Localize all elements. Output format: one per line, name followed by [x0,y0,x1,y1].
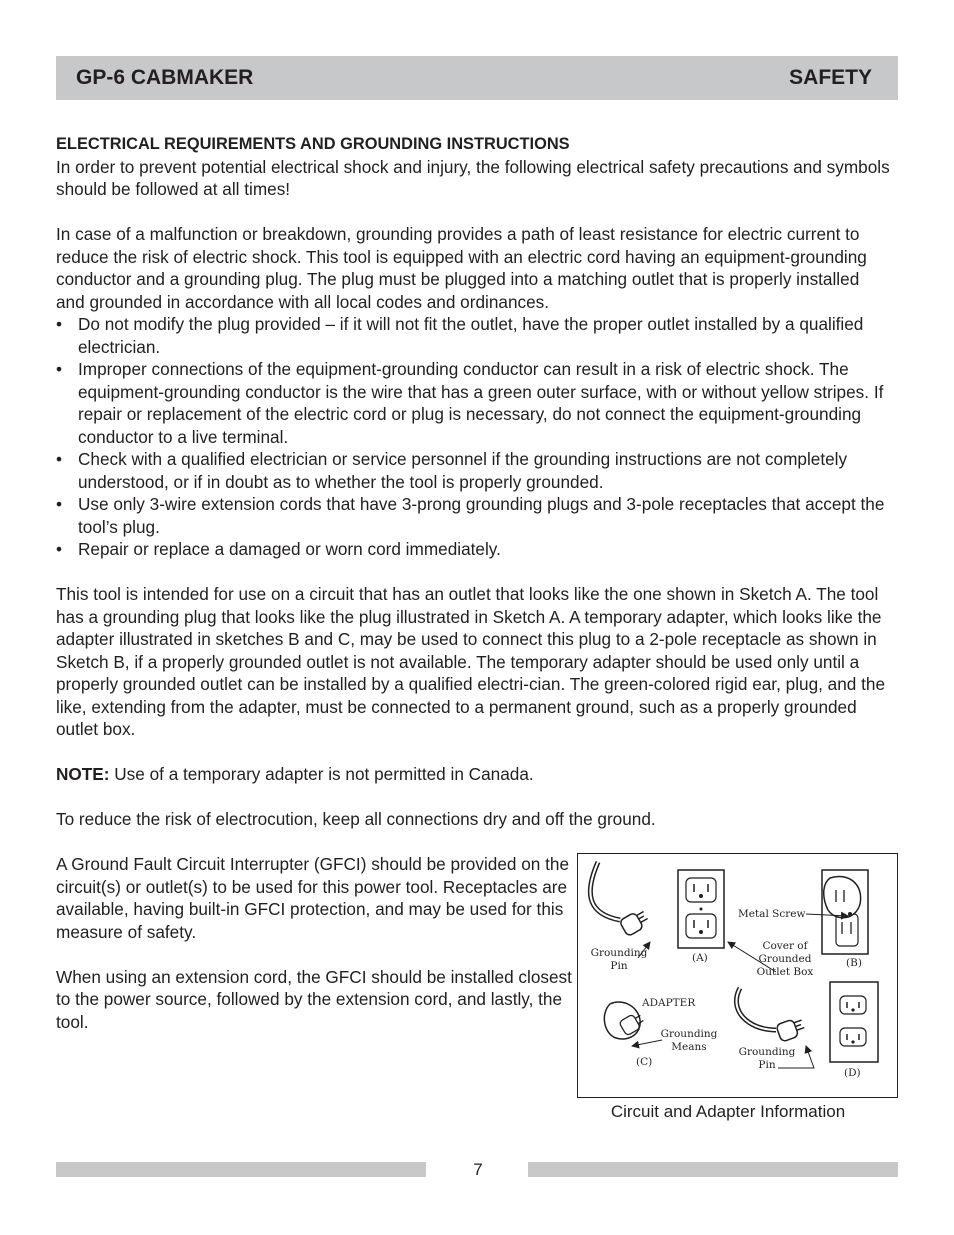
cord-a-inner [590,862,620,920]
label-sketch-a: (A) [692,952,708,964]
dry-paragraph: To reduce the risk of electrocution, keep all connections dry and off the ground. [56,809,656,829]
label-sketch-c: (C) [636,1056,653,1068]
section-title: SAFETY [789,66,872,89]
safety-bullet-list [56,313,892,561]
label-sketch-b: (B) [846,957,862,969]
footer-bar-left [56,1162,426,1177]
bullet-item: • Do not modify the plug provided – if it will not fit the outlet, have the proper outlet installed by a qualified electrician. [56,313,892,358]
extension-paragraph: When using an extension cord, the GFCI should be installed closest to the power source, followed by the extension cord, and lastly, the tool. [56,966,572,1032]
grounding-paragraph: In case of a malfunction or breakdown, grounding provides a path of least resistance for electric current to reduce the risk of electric shock. This tool is equipped with an electric cord having an equipment-grounding conductor and a grounding plug. The plug must be plugged into a matching outlet that is properly installed and grounded in accordance with all local codes and ordinances. [56,224,867,312]
label-metal-screw: Metal Screw [738,908,806,920]
bullet-item: • Check with a qualified electrician or service personnel if the grounding instructions are not completely understood, or if in doubt as to whether the tool is properly grounded. [56,448,892,493]
page-number: 7 [473,1160,483,1179]
outlet-d [830,982,878,1062]
header-bar [56,56,898,100]
label-grounding-pin-a: Grounding Pin [590,947,648,972]
bullet-item: • Use only 3-wire extension cords that have 3-prong grounding plugs and 3-pole receptacles that accept the tool’s plug. [56,493,892,538]
bullet-item: • Repair or replace a damaged or worn cord immediately. [56,538,892,561]
note-label: NOTE: [56,764,110,784]
label-grounding-pin-d: Grounding Pin [738,1046,796,1071]
plug-d [776,1016,807,1042]
circuit-paragraph: This tool is intended for use on a circuit that has an outlet that looks like the one shown in Sketch A. The tool has a grounding plug that looks like the plug illustrated in Sketch A. A temporary adapter, which looks like the adapter illustrated in sketches B and C, may be used to connect this plug to a 2-pole receptacle as shown in Sketch B, if a properly grounded outlet is not available. The temporary adapter should be used only until a properly grounded outlet can be installed by a qualified electri-cian. The green-colored rigid ear, plug, and the like, extending from the adapter, must be connected to a permanent ground, such as a properly grounded outlet box. [56,584,886,739]
bullet-item: • Improper connections of the equipment-grounding conductor can result in a risk of electric shock. The equipment-grounding conductor is the wire that has a green outer surface, with or without yellow stripes. If repair or replacement of the electric cord or plug is necessary, do not connect the equipment-grounding conductor to a live terminal. [56,358,892,448]
cord-d [736,988,776,1030]
adapter-b [824,876,861,917]
intro-paragraph: In order to prevent potential electrical shock and injury, the following electrical safety precautions and symbols should be followed at all times! [56,156,890,199]
label-cover-outlet-box: Cover of Grounded Outlet Box [756,940,814,978]
circuit-adapter-figure [577,853,898,1098]
label-grounding-means: Grounding Means [660,1028,718,1053]
gfci-paragraph: A Ground Fault Circuit Interrupter (GFCI) should be provided on the circuit(s) or outlet(s) to be used for this power tool. Receptacles are available, having built-in GFCI protection, and may be used for this measure of safety. [56,854,570,942]
label-adapter: ADAPTER [642,997,696,1009]
label-sketch-d: (D) [844,1067,861,1079]
footer-bar-right [528,1162,898,1177]
section-heading: ELECTRICAL REQUIREMENTS AND GROUNDING INSTRUCTIONS [56,135,570,153]
plug-a [619,908,651,937]
note-text: Use of a temporary adapter is not permitted in Canada. [109,764,534,784]
figure-caption: Circuit and Adapter Information [610,1102,846,1121]
note-paragraph [56,763,892,786]
document-title: GP-6 CABMAKER [76,66,254,89]
